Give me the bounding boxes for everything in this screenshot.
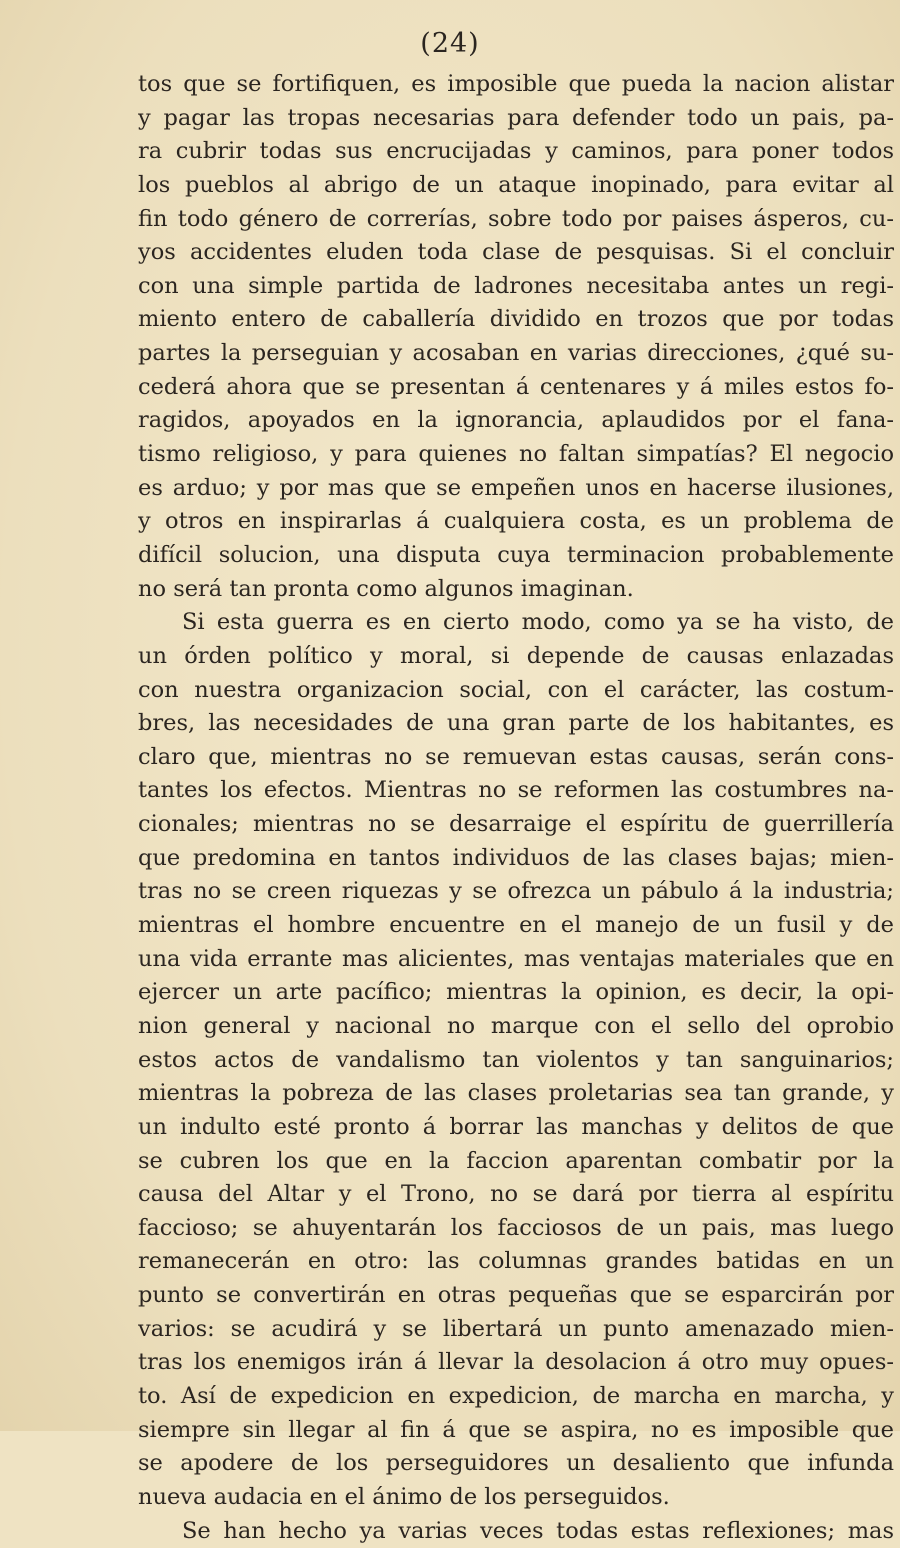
text-line: los pueblos al abrigo de un ataque inopinado, para evitar al [138,171,894,198]
page-number: (24) [420,28,480,59]
text-line: mientras la pobreza de las clases proletarias sea tan grande, y [138,1080,894,1107]
text-line: partes la perseguian y acosaban en varias direcciones, ¿qué su- [138,340,894,367]
text-line: estos actos de vandalismo tan violentos y tan sanguinarios; [138,1046,894,1073]
text-line: no será tan pronta como algunos imaginan. [138,575,634,602]
text-line: tras los enemigos irán á llevar la desolacion á otro muy opues- [138,1349,894,1376]
text-line: se cubren los que en la faccion aparentan combatir por la [138,1147,894,1174]
text-line: varios: se acudirá y se libertará un punto amenazado mien- [138,1315,894,1342]
text-line: un indulto esté pronto á borrar las manchas y delitos de que [138,1113,894,1140]
text-line: punto se convertirán en otras pequeñas que se esparcirán por [138,1282,894,1309]
text-line: cederá ahora que se presentan á centenares y á miles estos fo- [138,373,894,400]
text-line: yos accidentes eluden toda clase de pesquisas. Si el concluir [138,239,894,266]
text-line: ejercer un arte pacífico; mientras la opinion, es decir, la opi- [138,979,894,1006]
text-line: y pagar las tropas necesarias para defender todo un pais, pa- [138,104,894,131]
text-line: tras no se creen riquezas y se ofrezca un pábulo á la industria; [138,878,894,905]
text-line: miento entero de caballería dividido en trozos que por todas [138,306,894,333]
text-line: ragidos, apoyados en la ignorancia, aplaudidos por el fana- [138,407,894,434]
text-line: difícil solucion, una disputa cuya terminacion probablemente [138,541,894,568]
body-text [138,68,894,1548]
text-line: to. Así de expedicion en expedicion, de marcha en marcha, y [138,1382,894,1409]
text-line: mientras el hombre encuentre en el manejo de un fusil y de [138,912,894,939]
text-line: cionales; mientras no se desarraige el espíritu de guerrillería [138,811,894,838]
text-line: fin todo género de correrías, sobre todo por paises ásperos, cu- [138,205,894,232]
text-line: claro que, mientras no se remuevan estas causas, serán cons- [138,743,894,770]
text-line: tismo religioso, y para quienes no faltan simpatías? El negocio [138,441,894,468]
text-line: ra cubrir todas sus encrucijadas y caminos, para poner todos [138,138,894,165]
text-line: faccioso; se ahuyentarán los facciosos de un pais, mas luego [138,1214,894,1241]
text-line: es arduo; y por mas que se empeñen unos en hacerse ilusiones, [138,474,894,501]
text-line: se apodere de los perseguidores un desaliento que infunda [138,1450,894,1477]
text-line: nueva audacia en el ánimo de los perseguidos. [138,1483,670,1510]
text-line: nion general y nacional no marque con el sello del oprobio [138,1012,894,1039]
text-line: tos que se fortifiquen, es imposible que pueda la nacion alistar [138,71,894,97]
text-line: y otros en inspirarlas á cualquiera costa, es un problema de [138,508,894,535]
text-line: Se han hecho ya varias veces todas estas reflexiones; mas [182,1517,894,1544]
text-line: que predomina en tantos individuos de las clases bajas; mien- [138,844,894,871]
text-line: causa del Altar y el Trono, no se dará por tierra al espíritu [138,1181,894,1208]
text-line: con nuestra organizacion social, con el carácter, las costum- [138,676,894,703]
text-line: una vida errante mas alicientes, mas ventajas materiales que en [138,945,894,972]
text-line: siempre sin llegar al fin á que se aspira, no es imposible que [138,1416,894,1443]
text-line: bres, las necesidades de una gran parte de los habitantes, es [138,710,894,737]
text-line: con una simple partida de ladrones necesitaba antes un regi- [138,272,894,299]
text-line: Si esta guerra es en cierto modo, como ya se ha visto, de [182,609,894,636]
text-line: remanecerán en otro: las columnas grandes batidas en un [138,1248,894,1275]
text-line: un órden político y moral, si depende de causas enlazadas [138,642,894,669]
text-line: tantes los efectos. Mientras no se reformen las costumbres na- [138,777,894,804]
